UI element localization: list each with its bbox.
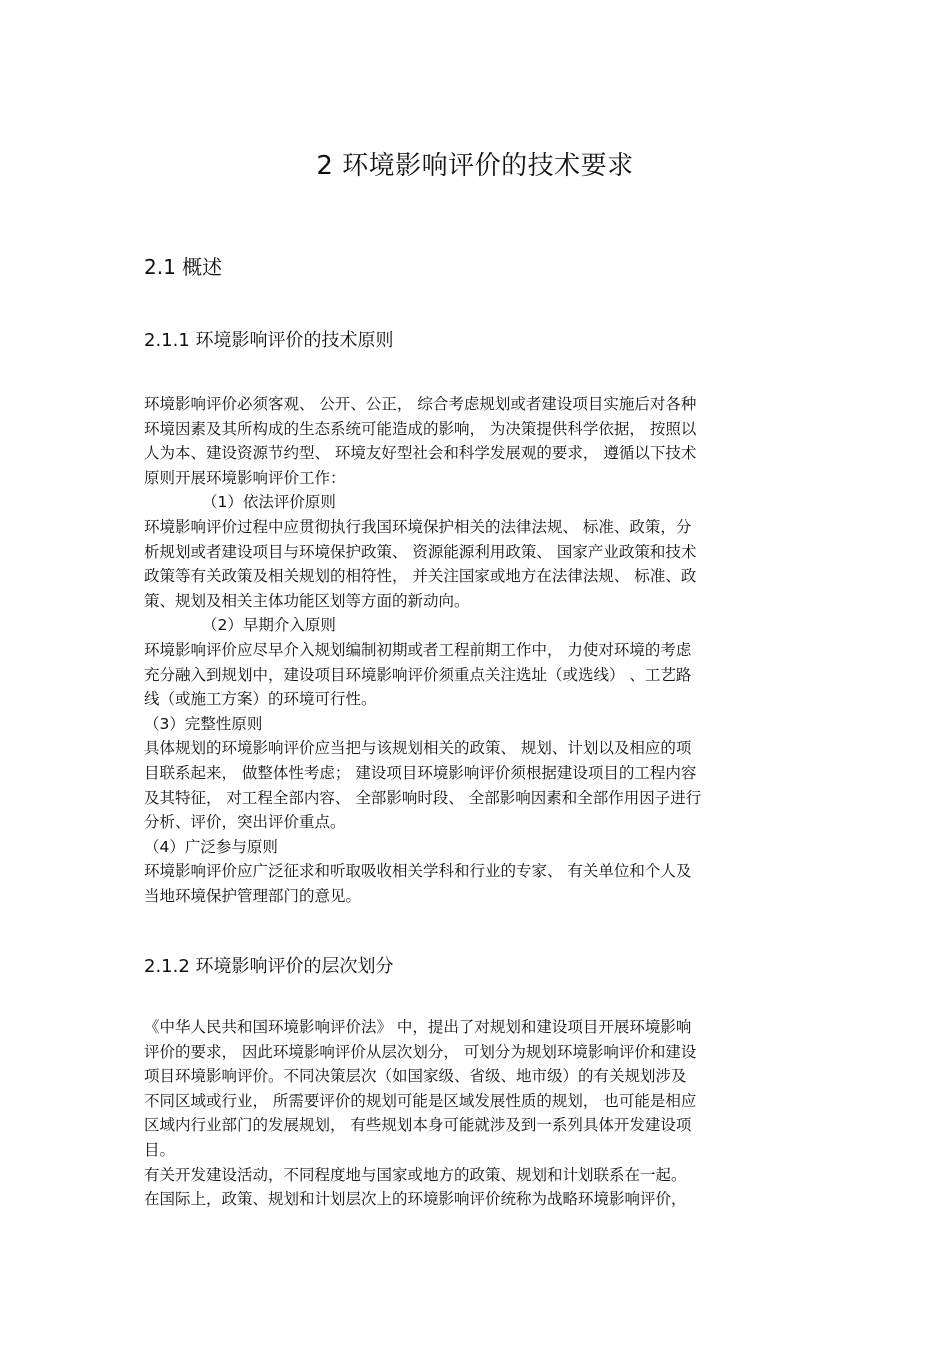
text-line: 政策等有关政策及相关规划的相符性， 并关注国家或地方在法律法规、 标准、政 — [144, 567, 697, 586]
text-line: 及其特征， 对工程全部内容、 全部影响时段、 全部影响因素和全部作用因子进行 — [144, 788, 702, 807]
principle-heading-3: （3）完整性原则 — [144, 714, 263, 733]
text-line: 分析、评价，突出评价重点。 — [144, 813, 346, 832]
text-line: 环境影响评价应广泛征求和听取吸收相关学科和行业的专家、 有关单位和个人及 — [144, 862, 692, 881]
paragraph-assessment-levels — [144, 1015, 808, 1212]
text-line: 在国际上，政策、规划和计划层次上的环境影响评价统称为战略环境影响评价， — [144, 1190, 687, 1209]
page-title: 2 环境影响评价的技术要求 — [316, 151, 634, 181]
text-line: 策、规划及相关主体功能区划等方面的新动向。 — [144, 591, 470, 610]
text-line: 析规划或者建设项目与环境保护政策、 资源能源利用政策、 国家产业政策和技术 — [144, 542, 697, 561]
paragraph-technical-principles — [144, 392, 808, 908]
text-line: 当地环境保护管理部门的意见。 — [144, 886, 362, 905]
text-line: 环境影响评价过程中应贯彻执行我国环境保护相关的法律法规、 标准、政策，分 — [144, 517, 692, 536]
section-heading-2-1-1: 2.1.1 环境影响评价的技术原则 — [144, 330, 394, 351]
text-line: 目联系起来， 做整体性考虑； 建设项目环境影响评价须根据建设项目的工程内容 — [144, 763, 697, 782]
section-heading-2-1: 2.1 概述 — [144, 255, 223, 279]
text-line: 人为本、建设资源节约型、 环境友好型社会和科学发展观的要求， 遵循以下技术 — [144, 444, 697, 463]
text-line: 具体规划的环境影响评价应当把与该规划相关的政策、 规划、计划以及相应的项 — [144, 739, 692, 758]
principle-heading-2: （2）早期介入原则 — [202, 616, 336, 635]
text-line: 线（或施工方案）的环境可行性。 — [144, 690, 377, 709]
text-line: 原则开展环境影响评价工作： — [144, 468, 346, 487]
text-line: 《中华人民共和国环境影响评价法》 中，提出了对规划和建设项目开展环境影响 — [144, 1018, 692, 1036]
text-line: 环境影响评价应尽早介入规划编制初期或者工程前期工作中， 力使对环境的考虑 — [144, 640, 692, 659]
text-line: 区域内行业部门的发展规划， 有些规划本身可能就涉及到一系列具体开发建设项 — [144, 1116, 692, 1135]
text-line: 环境因素及其所构成的生态系统可能造成的影响， 为决策提供科学依据， 按照以 — [144, 419, 697, 438]
text-line: 充分融入到规划中，建设项目环境影响评价须重点关注选址（或选线） 、工艺路 — [144, 665, 692, 684]
text-line: 目。 — [144, 1140, 176, 1159]
text-line: 不同区域或行业， 所需要评价的规划可能是区域发展性质的规划， 也可能是相应 — [144, 1091, 697, 1110]
principle-heading-1: （1）依法评价原则 — [202, 493, 336, 512]
text-line: 评价的要求， 因此环境影响评价从层次划分， 可划分为规划环境影响评价和建设 — [144, 1042, 697, 1061]
principle-heading-4: （4）广泛参与原则 — [144, 837, 278, 856]
text-line: 有关开发建设活动，不同程度地与国家或地方的政策、规划和计划联系在一起。 — [144, 1165, 687, 1184]
text-line: 项目环境影响评价。不同决策层次（如国家级、省级、地市级）的有关规划涉及 — [144, 1067, 687, 1086]
text-line: 环境影响评价必须客观、 公开、公正， 综合考虑规划或者建设项目实施后对各种 — [144, 395, 697, 413]
section-heading-2-1-2: 2.1.2 环境影响评价的层次划分 — [144, 956, 394, 977]
